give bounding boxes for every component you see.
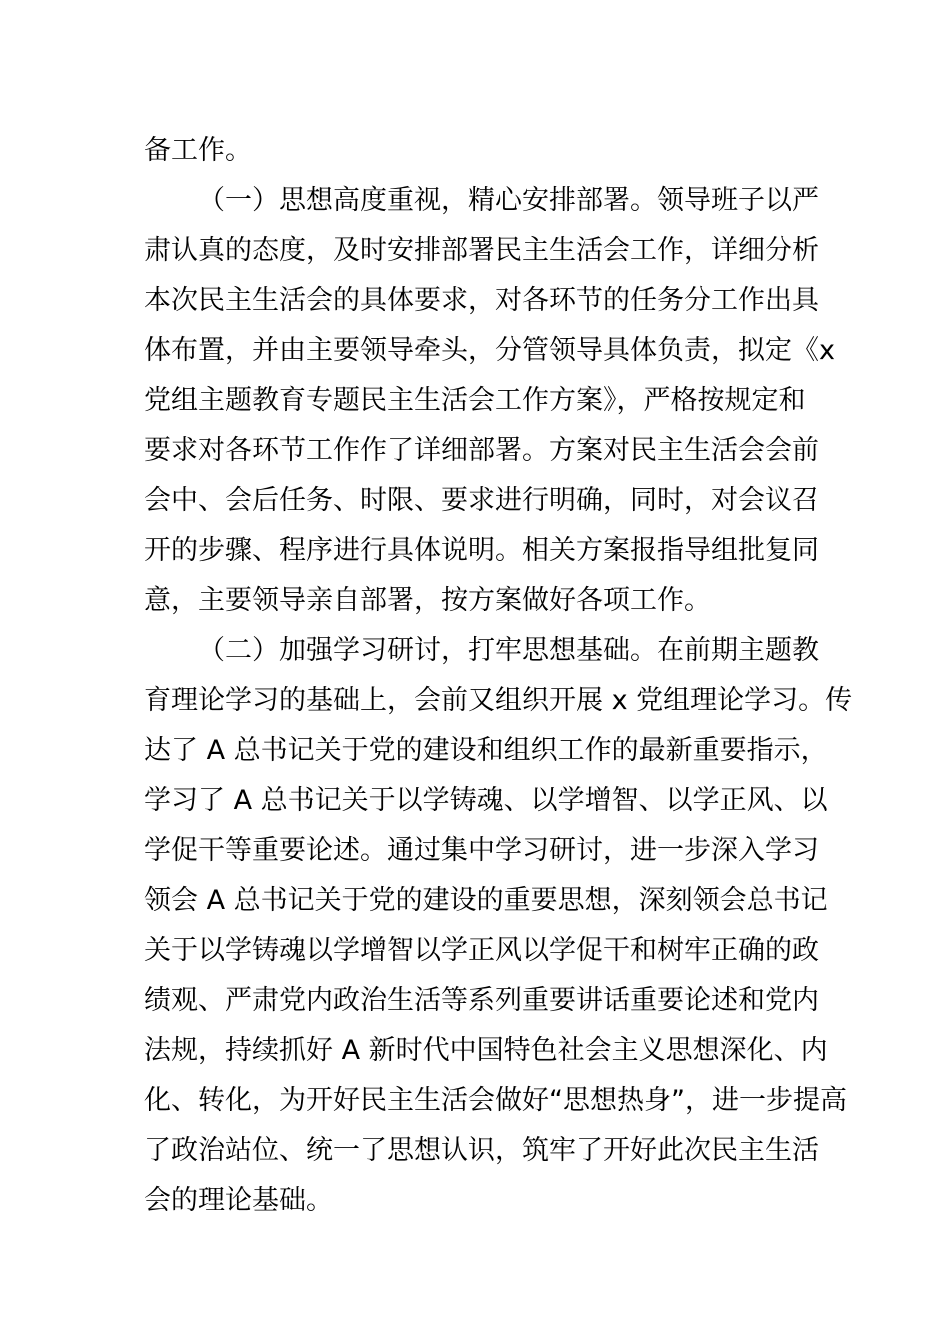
text-line: 化、转化，为开好民主生活会做好“思想热身”，进一步提高 — [144, 1085, 847, 1116]
text-line: 法规，持续抓好 A 新时代中国特色社会主义思想深化、内 — [144, 1035, 828, 1066]
text-line: 要求对各环节工作作了详细部署。方案对民主生活会会前 — [144, 435, 819, 466]
text-line: 学习了 A 总书记关于以学铸魂、以学增智、以学正风、以 — [144, 785, 828, 816]
text-line: 关于以学铸魂以学增智以学正风以学促干和树牢正确的政 — [144, 935, 819, 966]
text-line: 肃认真的态度，及时安排部署民主生活会工作，详细分析 — [144, 235, 819, 266]
text-line: 备工作。 — [144, 135, 252, 166]
text-line: 达了 A 总书记关于党的建设和组织工作的最新重要指示， — [144, 735, 828, 766]
text-line: 开的步骤、程序进行具体说明。相关方案报指导组批复同 — [144, 535, 819, 566]
text-line: 了政治站位、统一了思想认识，筑牢了开好此次民主生活 — [144, 1135, 819, 1166]
text-line: 会中、会后任务、时限、要求进行明确，同时，对会议召 — [144, 485, 819, 516]
text-line: 绩观、严肃党内政治生活等系列重要讲话重要论述和党内 — [144, 985, 819, 1016]
paragraph-first-line: （一）思想高度重视，精心安排部署。领导班子以严 — [198, 185, 819, 216]
text-line: 体布置，并由主要领导牵头，分管领导具体负责，拟定《x — [144, 335, 835, 366]
paragraph-first-line: （二）加强学习研讨，打牢思想基础。在前期主题教 — [198, 635, 819, 666]
text-line: 会的理论基础。 — [144, 1185, 333, 1216]
text-line: 育理论学习的基础上，会前又组织开展 x 党组理论学习。传 — [144, 685, 853, 716]
text-line: 学促干等重要论述。通过集中学习研讨，进一步深入学习 — [144, 835, 819, 866]
text-line: 领会 A 总书记关于党的建设的重要思想，深刻领会总书记 — [144, 885, 828, 916]
document-body — [144, 126, 853, 1226]
text-line: 本次民主生活会的具体要求，对各环节的任务分工作出具 — [144, 285, 819, 316]
text-line: 党组主题教育专题民主生活会工作方案》，严格按规定和 — [144, 385, 806, 416]
text-line: 意，主要领导亲自部署，按方案做好各项工作。 — [144, 585, 711, 616]
